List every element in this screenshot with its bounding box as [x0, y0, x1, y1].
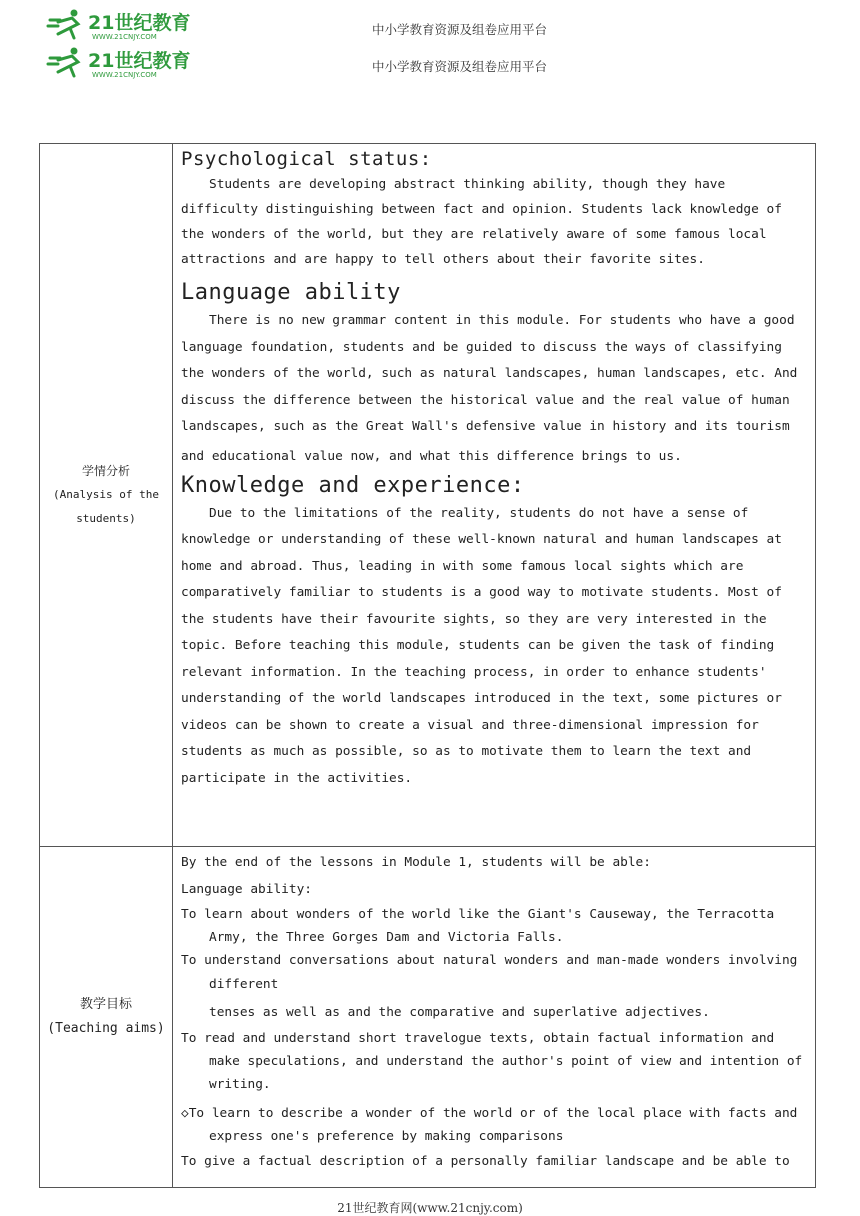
analysis-row [40, 144, 816, 847]
logo-wordmark: 21世纪教育 [88, 50, 191, 72]
aims-label-cn: 教学目标 [79, 997, 132, 1012]
runner-icon [48, 48, 78, 77]
aims-content-cell [173, 847, 816, 1188]
platform-title: 中小学教育资源及组卷应用平台 [372, 22, 548, 37]
aims-label-cell [40, 847, 173, 1188]
aim-item: To read and understand short travelogue texts, obtain factual information and make speculations, and understand the author's point of view and intention of writing. [181, 1031, 803, 1092]
psych-heading: Psychological status: [181, 148, 432, 170]
aim-item-continued: tenses as well as and the comparative and superlative adjectives. [209, 1005, 710, 1020]
analysis-label-en: (Analysis of the students) [53, 488, 159, 525]
lang-heading: Language ability [181, 280, 401, 305]
lang-text-continued: and educational value now, and what this difference brings to us. [181, 448, 682, 464]
analysis-label-cn: 学情分析 [81, 464, 130, 478]
runner-icon [48, 10, 78, 39]
know-text: Due to the limitations of the reality, students do not have a sense of knowledge or understanding of these well-known natural and human landscapes at home and abroad. Thus, leading in with some famous local sights which are comparatively familiar to students is a good way to motivate students. Most of the students have their favourite sights, so they are very interested in the topic. Before teaching this module, students can be given the task of finding relevant information. In the teaching process, in order to enhance students' understanding of the world landscapes introduced in the text, some pictures or videos can be shown to create a visual and three-dimensional impression for students as much as possible, so as to motivate them to learn the text and participate in the activities. [181, 505, 782, 786]
aim-item: To give a factual description of a personally familiar landscape and be able to [181, 1154, 790, 1169]
aim-item: ◇To learn to describe a wonder of the world or of the local place with facts and express one's preference by making comparisons [181, 1106, 798, 1144]
logo-url: WWW.21CNJY.COM [92, 33, 157, 41]
lesson-plan-table [39, 143, 816, 1188]
site-logo [44, 8, 214, 42]
know-heading: Knowledge and experience: [181, 472, 525, 498]
aims-intro: By the end of the lessons in Module 1, students will be able: [181, 855, 651, 870]
logo-wordmark: 21世纪教育 [88, 12, 191, 34]
logo-url: WWW.21CNJY.COM [92, 71, 157, 79]
aim-item: To understand conversations about natural wonders and man-made wonders involving different [181, 953, 798, 992]
analysis-label-cell [40, 144, 173, 847]
analysis-content-cell [173, 144, 816, 847]
platform-title-duplicate: 中小学教育资源及组卷应用平台 [372, 59, 548, 74]
aim-item: To learn about wonders of the world like the Giant's Causeway, the Terracotta Army, the Three Gorges Dam and Victoria Falls. [181, 907, 775, 945]
aims-language-label: Language ability: [181, 882, 312, 897]
aims-label-en: (Teaching aims) [47, 1021, 165, 1036]
page-footer: 21世纪教育网(www.21cnjy.com) [337, 1201, 523, 1215]
psych-text: Students are developing abstract thinking ability, though they have difficulty distinguishing between fact and opinion. Students lack knowledge of the wonders of the world, but they are relatively aware of some famous local attractions and are happy to tell others about their favorite sites. [181, 177, 782, 267]
site-logo-duplicate [44, 46, 214, 80]
aims-row [40, 847, 816, 1188]
lang-text: There is no new grammar content in this module. For students who have a good language foundation, students and be guided to discuss the ways of classifying the wonders of the world, such as natural landscapes, human landscapes, etc. And discuss the difference between the historical value and the real value of human landscapes, such as the Great Wall's defensive value in history and its tourism [181, 313, 798, 434]
